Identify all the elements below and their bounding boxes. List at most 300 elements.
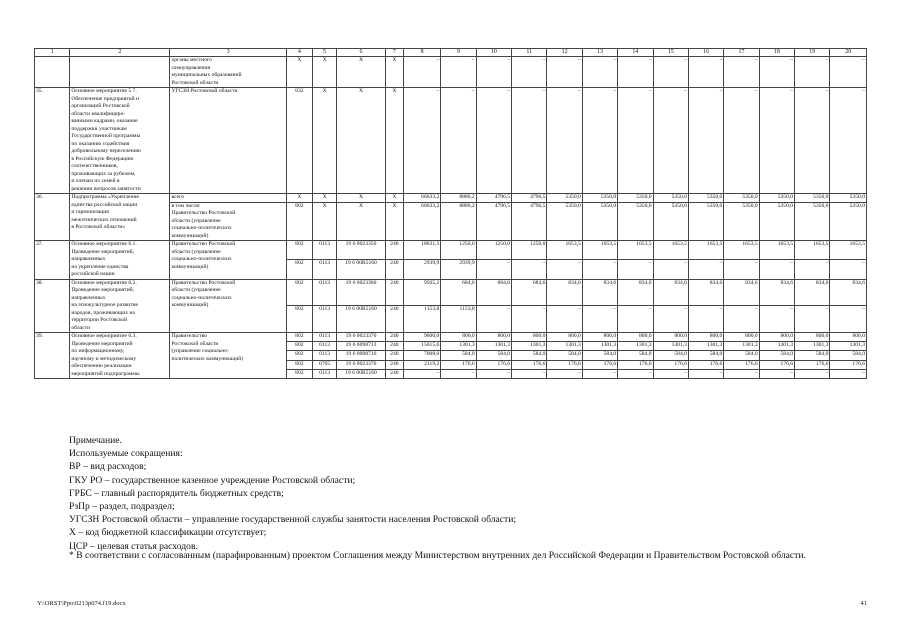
activity-name-line: мероприятий подпрограммы (71, 370, 140, 377)
executor-line: социально-политических (171, 256, 232, 262)
amount-cell: 584,0 (582, 351, 617, 360)
amount-cell: – (441, 88, 476, 194)
activity-name-line: соотечественников, (71, 163, 118, 169)
code-cell: 802 (286, 333, 312, 342)
code-cell: X (312, 194, 336, 203)
amount-cell: 5350,0 (547, 194, 582, 203)
abbreviations-title: Используемые сокращения: (69, 448, 183, 460)
amount-cell: – (582, 88, 617, 194)
code-cell: 240 (385, 260, 403, 279)
amount-cell: – (547, 306, 582, 333)
amount-cell: – (653, 306, 688, 333)
amount-cell: – (618, 57, 653, 88)
amount-cell: 1250,0 (476, 241, 511, 260)
code-cell: 19 6 0098713 (337, 342, 386, 351)
amount-cell: 584,0 (795, 351, 830, 360)
amount-cell: 834,6 (653, 279, 688, 306)
file-path: Y:\ORST\Ppo\0213p074.f19.docx (37, 600, 126, 607)
code-cell: 19 6 0098716 (337, 351, 386, 360)
code-cell: 240 (385, 351, 403, 360)
activity-name-line: по оказанию содействия (71, 140, 130, 147)
activity-name-line: решении вопросов занятости (71, 185, 141, 192)
amount-cell: 1301,3 (547, 342, 582, 351)
abbreviation-item: УГСЗН Ростовской области – управление государственной службы занятости населения Ростовской области; (69, 514, 517, 526)
amount-cell: – (724, 88, 759, 194)
activity-name-line: Обеспечение предприятий и (71, 95, 140, 102)
column-number: 3 (170, 49, 286, 57)
abbreviation-item: ГКУ РО – государственное казенное учреждение Ростовской области; (69, 474, 356, 486)
executor-line: социально-политических (171, 294, 232, 301)
row-number: 37. (35, 241, 70, 280)
executor-line: органы местного (171, 57, 212, 63)
activity-name-line: и гармонизация (71, 209, 109, 215)
activity-name-line: научному и методическому (71, 355, 137, 362)
code-cell: 0113 (312, 279, 336, 306)
column-number: 10 (476, 49, 511, 57)
code-cell: 240 (385, 342, 403, 351)
header-row (35, 49, 867, 57)
code-cell: 0113 (312, 260, 336, 279)
amount-cell: – (795, 260, 830, 279)
code-cell: 0113 (312, 369, 336, 378)
activity-name-line: Основное мероприятие 6.3. (71, 333, 137, 339)
column-number: 12 (547, 49, 582, 57)
code-cell: X (385, 202, 403, 241)
amount-cell: 800,0 (759, 333, 794, 342)
amount-cell: 800,0 (830, 333, 867, 342)
amount-cell: 9600,0 (403, 333, 440, 342)
amount-cell: – (688, 57, 723, 88)
amount-cell: 4796,5 (512, 202, 547, 241)
amount-cell: 584,0 (830, 351, 867, 360)
activity-name-line: направленных (71, 256, 106, 262)
abbreviation-item: ГРБС – главный распорядитель бюджетных средств; (69, 487, 284, 499)
activity-name (70, 333, 170, 379)
column-number: 2 (70, 49, 170, 57)
executor (170, 241, 286, 280)
column-number: 16 (688, 49, 723, 57)
code-cell: 19 6 00R5160 (337, 260, 386, 279)
column-number: 13 (582, 49, 617, 57)
amount-cell: – (441, 57, 476, 88)
amount-cell: 5350,0 (688, 202, 723, 241)
amount-cell: – (403, 88, 440, 194)
amount-cell: 176,6 (688, 360, 723, 369)
column-number: 8 (403, 49, 440, 57)
amount-cell: 8880,2 (441, 194, 476, 203)
amount-cell: – (547, 57, 582, 88)
amount-cell: 584,0 (476, 351, 511, 360)
amount-cell: 176,6 (653, 360, 688, 369)
activity-name-line: Проведение мероприятий, (71, 287, 135, 293)
amount-cell: – (830, 260, 867, 279)
amount-cell: – (795, 306, 830, 333)
amount-cell: 5350,0 (759, 194, 794, 203)
notes-block (69, 434, 869, 553)
amount-cell: 4796,5 (476, 194, 511, 203)
code-cell: 19 6 00R5160 (337, 369, 386, 378)
code-cell: 19 6 00R5160 (337, 306, 386, 333)
table-row (35, 333, 867, 342)
activity-name-line: на этнокультурное развитие (71, 302, 138, 308)
executor-line: области (управление (171, 217, 221, 224)
column-number: 14 (618, 49, 653, 57)
executor-line: Правительство Ростовской (171, 241, 236, 247)
amount-cell: – (688, 88, 723, 194)
amount-cell: 5350,0 (724, 194, 759, 203)
amount-cell: – (795, 369, 830, 378)
amount-cell: 5350,0 (795, 194, 830, 203)
activity-name-line: народов, проживающих на (71, 309, 135, 316)
executor-line: политических коммуникаций) (171, 355, 244, 362)
code-cell: X (337, 194, 386, 203)
row-number: 35. (35, 88, 70, 194)
amount-cell: – (618, 88, 653, 194)
amount-cell: 1153,8 (403, 306, 440, 333)
amount-cell: – (688, 306, 723, 333)
amount-cell: 15615,6 (403, 342, 440, 351)
code-cell: 802 (286, 369, 312, 378)
amount-cell: 584,0 (724, 351, 759, 360)
amount-cell: 176,6 (618, 360, 653, 369)
code-cell: 0113 (312, 333, 336, 342)
code-cell: 802 (286, 351, 312, 360)
amount-cell: – (653, 260, 688, 279)
activity-name-line: и членам их семей в (71, 178, 120, 184)
activity-name (70, 194, 170, 241)
amount-cell: – (724, 260, 759, 279)
amount-cell: 1301,3 (795, 342, 830, 351)
amount-cell: – (476, 306, 511, 333)
activity-name-line: обеспечению реализации (71, 363, 132, 369)
amount-cell: – (582, 369, 617, 378)
amount-cell: 5350,0 (618, 202, 653, 241)
amount-cell: – (618, 369, 653, 378)
column-number: 11 (512, 49, 547, 57)
amount-cell: – (830, 88, 867, 194)
amount-cell: 1301,3 (688, 342, 723, 351)
amount-cell: 8880,2 (441, 202, 476, 241)
table-row (35, 279, 867, 306)
amount-cell: 1301,3 (830, 342, 867, 351)
column-number: 17 (724, 49, 759, 57)
amount-cell: 584,0 (512, 351, 547, 360)
amount-cell: 684,6 (441, 279, 476, 306)
amount-cell: 1301,3 (512, 342, 547, 351)
executor-line: Правительство Ростовской (171, 279, 236, 286)
code-cell: 802 (286, 360, 312, 369)
amount-cell: 1301,3 (441, 342, 476, 351)
code-cell: 19 6 0023360 (337, 279, 386, 306)
amount-cell: – (512, 369, 547, 378)
amount-cell: 1301,3 (724, 342, 759, 351)
activity-name-line: межэтнических отношений (71, 216, 137, 223)
code-cell: 802 (286, 202, 312, 241)
code-cell: X (337, 202, 386, 241)
amount-cell: 5350,0 (830, 194, 867, 203)
code-cell: X (385, 57, 403, 88)
amount-cell: 176,6 (476, 360, 511, 369)
activity-name-line: области квалифициро- (71, 110, 126, 117)
activity-name-line: Проведение мероприятий, (71, 248, 135, 255)
activity-name-line: области (71, 324, 91, 331)
activity-name (70, 88, 170, 194)
activity-name-line: ванными кадрами, оказание (71, 118, 138, 124)
amount-cell: 4796,5 (512, 194, 547, 203)
abbreviation-item: ЦСР – целевая статья расходов. (69, 540, 198, 552)
code-cell: 0113 (312, 241, 336, 260)
executor-line: коммуникаций) (171, 263, 209, 270)
code-cell: X (385, 88, 403, 194)
code-cell: X (385, 194, 403, 203)
code-cell: 802 (286, 342, 312, 351)
amount-cell: – (476, 88, 511, 194)
amount-cell: 1653,5 (688, 241, 723, 260)
amount-cell: – (512, 260, 547, 279)
amount-cell: 5350,0 (830, 202, 867, 241)
executor-line: Правительство Ростовской (171, 210, 236, 216)
executor-line: (управление социально- (171, 348, 229, 354)
amount-cell: 800,0 (618, 333, 653, 342)
notes-title: Примечание. (69, 435, 122, 446)
amount-cell: 800,0 (441, 333, 476, 342)
amount-cell: 834,6 (688, 279, 723, 306)
amount-cell: 5350,0 (653, 194, 688, 203)
executor (170, 57, 286, 88)
amount-cell: 1301,3 (618, 342, 653, 351)
amount-cell: 800,0 (688, 333, 723, 342)
activity-name-line: направленных (71, 294, 106, 301)
amount-cell: 66633,2 (403, 194, 440, 203)
amount-cell: 800,0 (795, 333, 830, 342)
amount-cell: – (724, 57, 759, 88)
executor (170, 88, 286, 194)
code-cell: 802 (286, 279, 312, 306)
executor-line: муниципальных образований (171, 72, 242, 78)
amount-cell: – (476, 369, 511, 378)
code-cell: 19 6 0023370 (337, 333, 386, 342)
code-cell: X (337, 88, 386, 194)
activity-name-line: организаций Ростовской (71, 103, 130, 109)
amount-cell: 176,6 (830, 360, 867, 369)
column-number: 9 (441, 49, 476, 57)
code-cell: X (312, 57, 336, 88)
code-cell: 832 (286, 88, 312, 194)
activity-name-line: Проведение мероприятий (71, 340, 133, 347)
table-row (35, 57, 867, 88)
activity-name-line: проживающих за рубежом, (71, 170, 136, 177)
amount-cell: – (688, 260, 723, 279)
executor-line: Ростовской области (171, 79, 219, 86)
column-number: 1 (35, 49, 70, 57)
amount-cell: 834,6 (582, 279, 617, 306)
footnote: * В соответствии с согласованным (парафированным) проектом Соглашения между Министерством внутренних дел Российской Федерации и Правительством Ростовской области. (69, 550, 806, 561)
amount-cell: – (830, 306, 867, 333)
activity-name (70, 57, 170, 88)
amount-cell: 800,0 (653, 333, 688, 342)
amount-cell: – (403, 369, 440, 378)
amount-cell: 1653,5 (547, 241, 582, 260)
code-cell: 240 (385, 306, 403, 333)
amount-cell: 800,0 (476, 333, 511, 342)
activity-name-line: Государственной программы (71, 133, 141, 139)
amount-cell: 1301,3 (653, 342, 688, 351)
amount-cell: 5350,0 (795, 202, 830, 241)
amount-cell: 1653,5 (830, 241, 867, 260)
amount-cell: 584,0 (547, 351, 582, 360)
activity-name-line: поддержки участникам (71, 125, 127, 132)
amount-cell: 584,0 (688, 351, 723, 360)
amount-cell: – (759, 88, 794, 194)
amount-cell: – (688, 369, 723, 378)
amount-cell: – (547, 260, 582, 279)
amount-cell: 1250,0 (441, 241, 476, 260)
code-cell: 0113 (312, 351, 336, 360)
executor-line: УГСЗН Ростовской области (171, 88, 238, 94)
amount-cell: 18631,5 (403, 241, 440, 260)
activity-name-line: в Ростовской области» (71, 224, 126, 230)
amount-cell: – (512, 88, 547, 194)
activity-name-line: территории Ростовской (71, 317, 128, 323)
amount-cell: 834,6 (618, 279, 653, 306)
amount-cell: – (582, 260, 617, 279)
executor (170, 333, 286, 379)
code-cell: 19 6 0023370 (337, 360, 386, 369)
code-cell: 240 (385, 360, 403, 369)
executor-line: всего (171, 194, 185, 200)
amount-cell: 834,6 (547, 279, 582, 306)
amount-cell: 176,6 (547, 360, 582, 369)
amount-cell: – (759, 369, 794, 378)
amount-cell: 9565,2 (403, 279, 440, 306)
activity-name (70, 279, 170, 333)
amount-cell: – (476, 57, 511, 88)
amount-cell: 4796,5 (476, 202, 511, 241)
amount-cell: – (653, 57, 688, 88)
column-number: 7 (385, 49, 403, 57)
table-row (35, 194, 867, 203)
amount-cell: 7008,0 (403, 351, 440, 360)
amount-cell: 176,6 (759, 360, 794, 369)
amount-cell: 1653,5 (618, 241, 653, 260)
amount-cell: 5350,0 (759, 202, 794, 241)
amount-cell: – (830, 369, 867, 378)
executor-line: социально-политических (171, 225, 232, 231)
activity-name-line: Подпрограмма «Укрепление (71, 194, 139, 200)
amount-cell: 66633,2 (403, 202, 440, 241)
code-cell: 240 (385, 369, 403, 378)
page-number: 41 (860, 600, 867, 607)
amount-cell: – (441, 369, 476, 378)
amount-cell: 1653,5 (795, 241, 830, 260)
amount-cell: – (830, 57, 867, 88)
column-number: 19 (795, 49, 830, 57)
amount-cell: – (476, 260, 511, 279)
activity-name-line: по информационному, (71, 348, 125, 354)
amount-cell: – (795, 57, 830, 88)
budget-table (34, 48, 867, 379)
executor-line: Правительство (171, 333, 208, 339)
amount-cell: – (795, 88, 830, 194)
activity-name-line: российской нации (71, 271, 115, 277)
executor (170, 279, 286, 333)
code-cell: 240 (385, 279, 403, 306)
executor (170, 202, 286, 241)
amount-cell: 1250,0 (512, 241, 547, 260)
amount-cell: 2939,9 (441, 260, 476, 279)
code-cell: 0113 (312, 306, 336, 333)
amount-cell: 176,6 (724, 360, 759, 369)
amount-cell: 5350,0 (618, 194, 653, 203)
amount-cell: 834,6 (795, 279, 830, 306)
amount-cell: 5350,0 (653, 202, 688, 241)
code-cell: X (312, 88, 336, 194)
code-cell: X (286, 57, 312, 88)
amount-cell: 1301,3 (476, 342, 511, 351)
amount-cell: 1153,8 (441, 306, 476, 333)
amount-cell: 800,0 (512, 333, 547, 342)
code-cell: 240 (385, 333, 403, 342)
activity-name-line: Основное мероприятие 6.1. (71, 241, 137, 247)
amount-cell: 5350,0 (688, 194, 723, 203)
amount-cell: – (582, 57, 617, 88)
table-row (35, 241, 867, 260)
executor (170, 194, 286, 203)
amount-cell: 1301,3 (759, 342, 794, 351)
executor-line: Ростовской области (171, 340, 219, 347)
code-cell: X (337, 57, 386, 88)
amount-cell: – (512, 306, 547, 333)
executor-line: коммуникаций) (171, 232, 209, 239)
executor-line: коммуникаций) (171, 302, 209, 308)
code-cell: 802 (286, 241, 312, 260)
amount-cell: 1653,5 (653, 241, 688, 260)
activity-name-line: добровольному переселению (71, 148, 141, 154)
activity-name-line: Основное мероприятие 6.2. (71, 279, 137, 286)
amount-cell: – (759, 57, 794, 88)
row-number (35, 57, 70, 88)
amount-cell: – (547, 369, 582, 378)
amount-cell: 800,0 (547, 333, 582, 342)
executor-line: самоуправления (171, 64, 211, 71)
column-number: 6 (337, 49, 386, 57)
column-number: 5 (312, 49, 336, 57)
amount-cell: 176,6 (512, 360, 547, 369)
code-cell: 19 6 0023350 (337, 241, 386, 260)
table-body (35, 49, 867, 379)
code-cell: 240 (385, 241, 403, 260)
amount-cell: 834,6 (830, 279, 867, 306)
amount-cell: – (547, 88, 582, 194)
code-cell: 0113 (312, 342, 336, 351)
amount-cell: 834,6 (759, 279, 794, 306)
amount-cell: 834,6 (724, 279, 759, 306)
activity-name-line: Основное мероприятие 5.7. (71, 88, 137, 94)
abbreviation-item: РзПр – раздел, подраздел; (69, 501, 175, 513)
amount-cell: – (724, 369, 759, 378)
amount-cell: 176,6 (441, 360, 476, 369)
amount-cell: – (512, 57, 547, 88)
amount-cell: 5350,0 (547, 202, 582, 241)
activity-name-line: в Российскую Федерацию (71, 155, 134, 162)
amount-cell: – (618, 260, 653, 279)
amount-cell: – (724, 306, 759, 333)
abbreviation-item: Х – код бюджетной классификации отсутствует; (69, 527, 267, 539)
executor-line: в том числе: (171, 202, 201, 209)
amount-cell: – (618, 306, 653, 333)
amount-cell: 800,0 (582, 333, 617, 342)
code-cell: 802 (286, 306, 312, 333)
